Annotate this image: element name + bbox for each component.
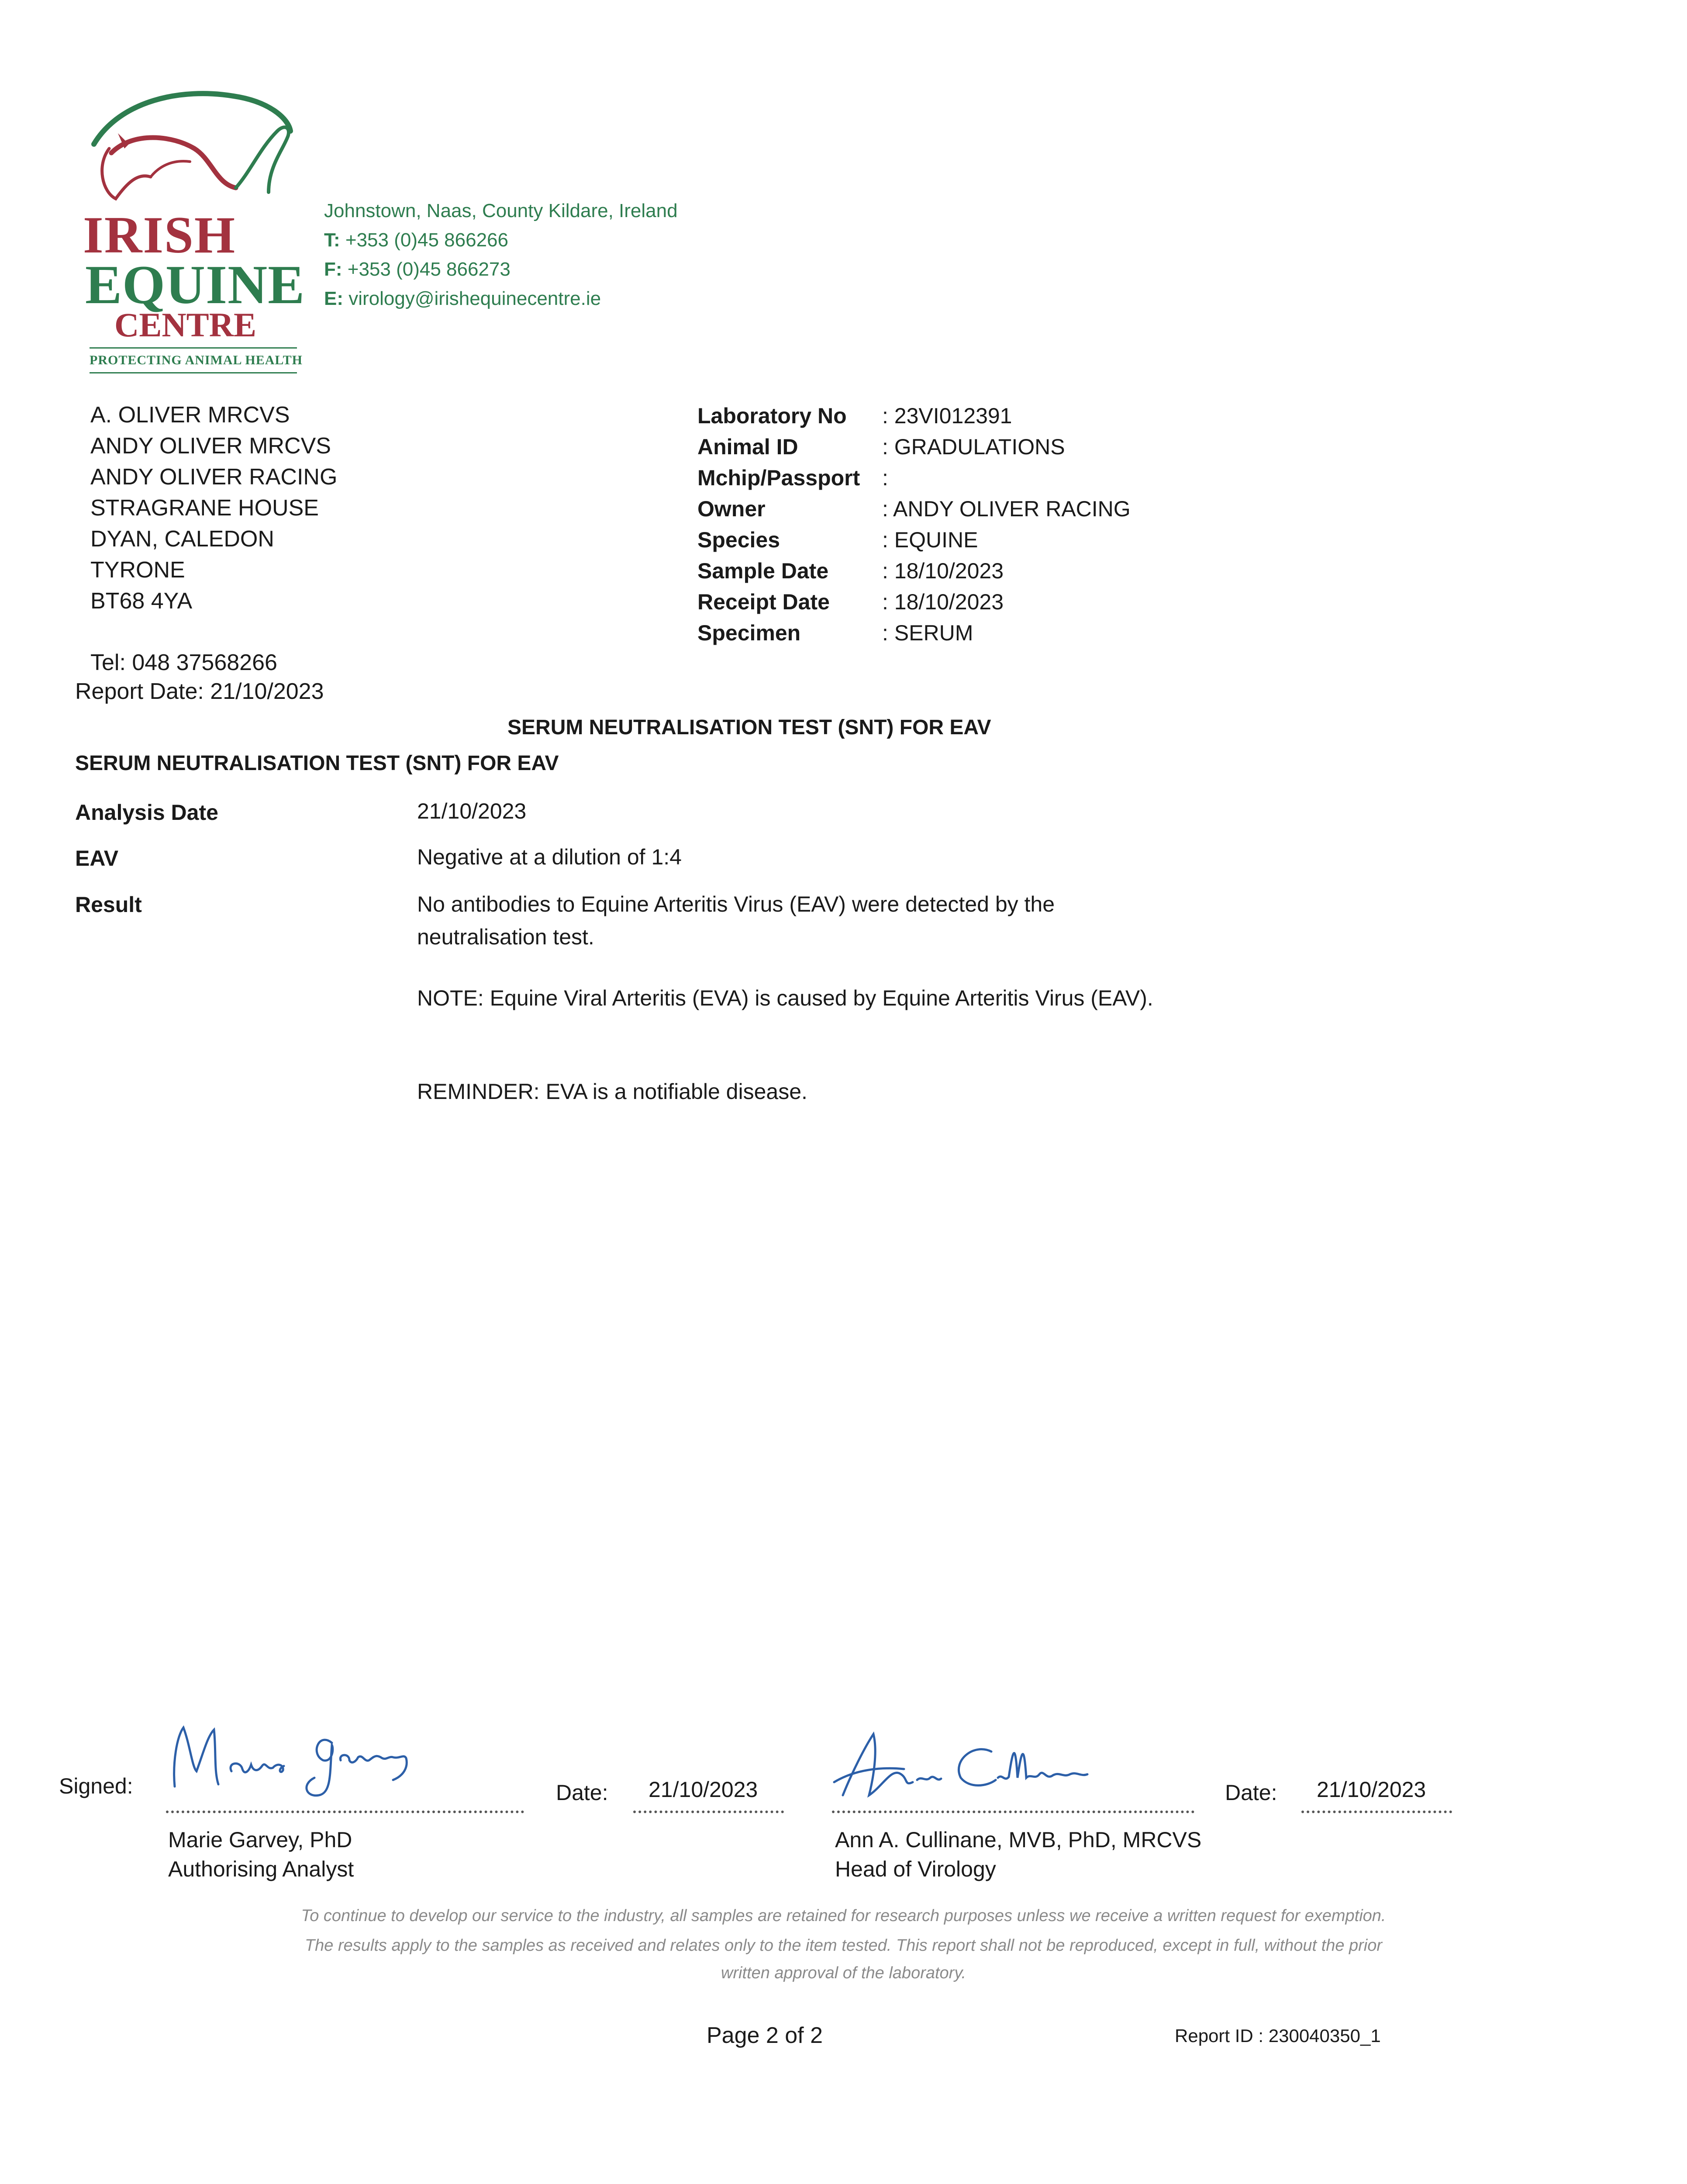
logo-divider (90, 347, 297, 349)
date-value: 21/10/2023 (649, 1777, 758, 1802)
footer-note: written approval of the laboratory. (721, 1964, 966, 1982)
recipient-line: STRAGRANE HOUSE (90, 495, 319, 521)
logo-divider (90, 372, 297, 373)
lab-value: : (882, 466, 888, 490)
report-id: Report ID : 230040350_1 (1175, 2025, 1381, 2046)
lab-label: Owner (697, 497, 766, 521)
lab-label: Sample Date (697, 559, 829, 583)
contact-fax (324, 259, 511, 280)
logo-tagline: PROTECTING ANIMAL HEALTH (90, 353, 303, 367)
analysis-date-value: 21/10/2023 (417, 799, 527, 823)
result-text: No antibodies to Equine Arteritis Virus (EAV) were detected by the neutralisation test. (417, 892, 1055, 949)
signature-ann-cullinane (830, 1725, 1144, 1804)
lab-value: : 18/10/2023 (882, 559, 1004, 583)
lab-value: : EQUINE (882, 528, 978, 552)
page-number: Page 2 of 2 (707, 2023, 823, 2048)
eav-label: EAV (75, 846, 119, 871)
report-date: Report Date: 21/10/2023 (75, 679, 324, 704)
eav-value: Negative at a dilution of 1:4 (417, 845, 682, 869)
lab-value: : SERUM (882, 621, 973, 645)
footer-note: To continue to develop our service to the industry, all samples are retained for research purposes unless we receive a written request for exemption. (301, 1907, 1386, 1925)
analysis-date-label: Analysis Date (75, 800, 218, 825)
lab-label: Species (697, 528, 780, 552)
recipient-line: DYAN, CALEDON (90, 526, 274, 552)
signed-label: Signed: (59, 1774, 133, 1798)
note-text: NOTE: Equine Viral Arteritis (EVA) is caused by Equine Arteritis Virus (EAV). (417, 986, 1153, 1010)
footer-note: The results apply to the samples as received and relates only to the item tested. This report shall not be reproduced, except in full, without the prior (304, 1936, 1383, 1955)
date-label: Date: (1225, 1780, 1277, 1805)
logo-text-equine: EQUINE (85, 255, 305, 315)
contact-email (324, 288, 601, 310)
logo-text-centre: CENTRE (114, 306, 257, 344)
lab-label: Laboratory No (697, 404, 847, 428)
recipient-line: TYRONE (90, 557, 185, 583)
signer-2-name: Ann A. Cullinane, MVB, PhD, MRCVS (835, 1828, 1202, 1852)
date-line (1301, 1811, 1452, 1813)
lab-value: : GRADULATIONS (882, 435, 1065, 459)
fax-label: F: (324, 259, 342, 280)
email-label: E: (324, 288, 343, 309)
lab-label: Receipt Date (697, 590, 830, 614)
date-line (633, 1811, 784, 1813)
horse-logo-icon (85, 83, 299, 201)
lab-label: Specimen (697, 621, 801, 645)
phone-value: +353 (0)45 866266 (345, 229, 508, 251)
recipient-line: ANDY OLIVER MRCVS (90, 433, 331, 459)
contact-phone (324, 229, 508, 251)
signer-1-title: Authorising Analyst (168, 1857, 354, 1881)
fax-value: +353 (0)45 866273 (347, 259, 511, 280)
signature-line (832, 1811, 1194, 1813)
reminder-text: REMINDER: EVA is a notifiable disease. (417, 1079, 807, 1104)
recipient-line: BT68 4YA (90, 588, 193, 614)
email-value: virology@irishequinecentre.ie (348, 288, 601, 309)
date-value: 21/10/2023 (1317, 1777, 1426, 1802)
result-label: Result (75, 892, 142, 917)
recipient-line: ANDY OLIVER RACING (90, 464, 338, 490)
signer-2-title: Head of Virology (835, 1857, 996, 1881)
lab-label: Animal ID (697, 435, 798, 459)
report-title-left: SERUM NEUTRALISATION TEST (SNT) FOR EAV (75, 752, 559, 775)
recipient-line: A. OLIVER MRCVS (90, 402, 290, 428)
contact-address: Johnstown, Naas, County Kildare, Ireland (324, 200, 678, 221)
signer-1-name: Marie Garvey, PhD (168, 1828, 352, 1852)
recipient-tel: Tel: 048 37568266 (90, 650, 277, 675)
phone-label: T: (324, 229, 340, 251)
report-title-center: SERUM NEUTRALISATION TEST (SNT) FOR EAV (507, 716, 991, 739)
lab-label: Mchip/Passport (697, 466, 860, 490)
lab-value: : 18/10/2023 (882, 590, 1004, 614)
lab-value: : ANDY OLIVER RACING (882, 497, 1131, 521)
signature-marie-garvey (166, 1719, 472, 1802)
lab-value: : 23VI012391 (882, 404, 1012, 428)
date-label: Date: (556, 1780, 608, 1805)
logo-text-irish: IRISH (83, 206, 236, 264)
signature-line (166, 1811, 524, 1813)
